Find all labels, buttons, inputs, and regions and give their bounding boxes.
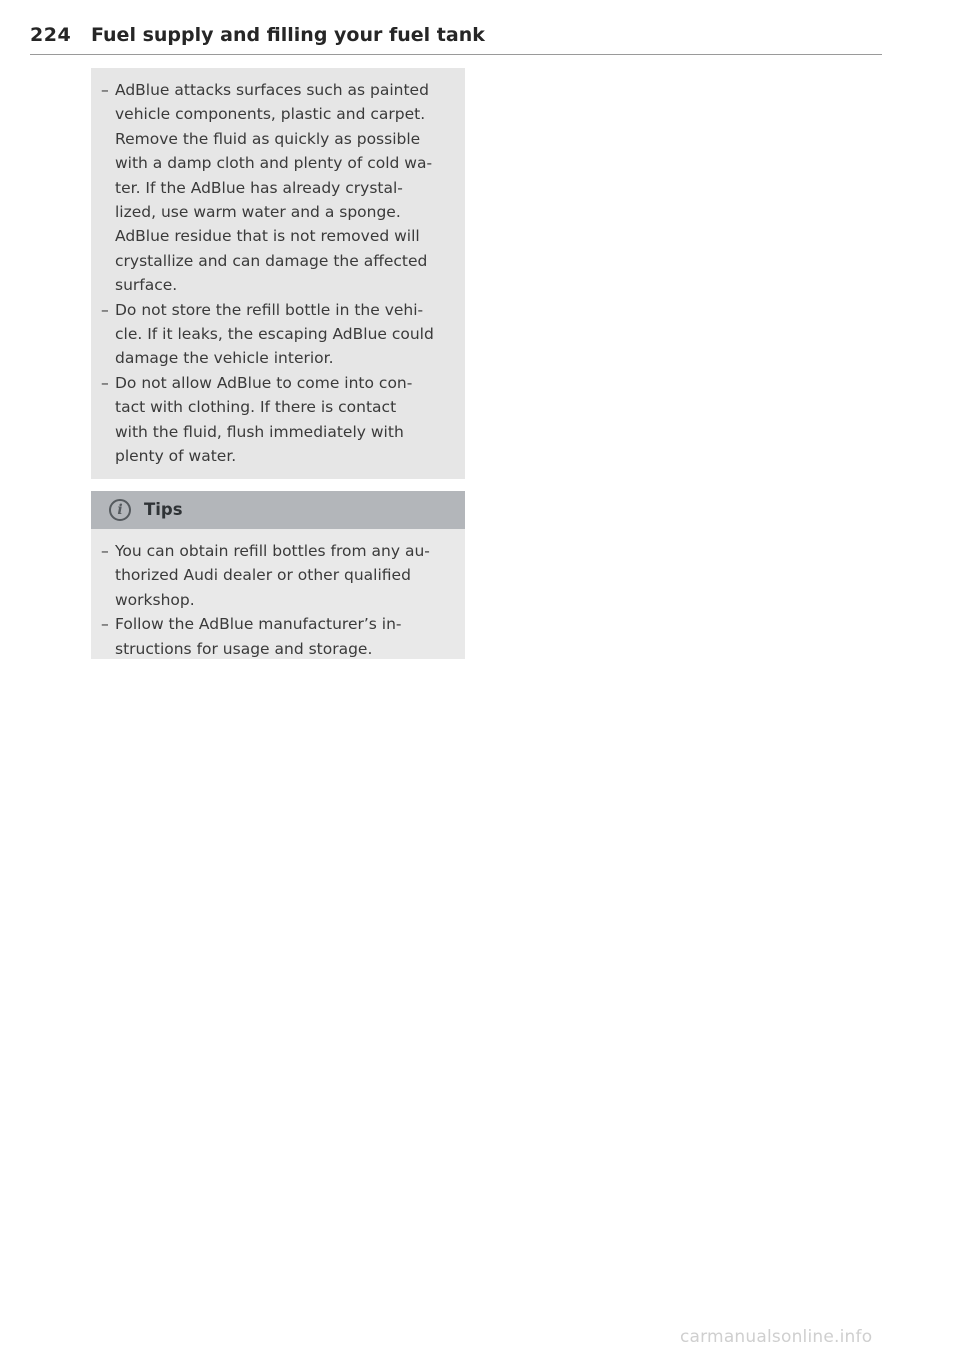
line: AdBlue residue that is not removed will: [115, 227, 420, 246]
warning-list: [91, 68, 465, 469]
bullet-dash: –: [101, 542, 109, 560]
line: thorized Audi dealer or other qualified: [115, 566, 411, 585]
line: lized, use warm water and a sponge.: [115, 203, 401, 222]
warning-box: [91, 68, 465, 479]
line: Do not allow AdBlue to come into con-: [115, 373, 413, 392]
line: Do not store the refill bottle in the vehi-: [115, 300, 424, 319]
page-header: [30, 24, 882, 55]
line: damage the vehicle interior.: [115, 349, 334, 368]
line: ter. If the AdBlue has already crystal-: [115, 178, 403, 197]
line: structions for usage and storage.: [115, 639, 373, 658]
line: You can obtain refill bottles from any au-: [115, 542, 430, 560]
line: with a damp cloth and plenty of cold wa-: [115, 154, 433, 173]
list-item: [91, 371, 465, 469]
line: Remove the fluid as quickly as possible: [115, 129, 421, 148]
list-item: [91, 612, 465, 661]
tips-box: [91, 529, 465, 659]
list-item: [91, 298, 465, 371]
page-number: 224: [30, 24, 72, 46]
list-item: [91, 539, 465, 612]
line: tact with clothing. If there is contact: [115, 398, 397, 417]
list-item: [91, 78, 465, 298]
line: with the fluid, flush immediately with: [115, 422, 404, 441]
line: AdBlue attacks surfaces such as painted: [115, 81, 429, 99]
tips-header: [91, 491, 465, 529]
line: plenty of water.: [115, 447, 237, 466]
tips-list: [91, 529, 465, 661]
bullet-dash: –: [101, 373, 109, 392]
line: cle. If it leaks, the escaping AdBlue could: [115, 325, 434, 344]
line: vehicle components, plastic and carpet.: [115, 105, 426, 124]
chapter-title: Fuel supply and filling your fuel tank: [91, 24, 485, 46]
info-icon: i: [109, 499, 131, 521]
bullet-dash: –: [101, 615, 109, 634]
line: crystallize and can damage the affected: [115, 251, 428, 270]
bullet-dash: –: [101, 81, 109, 99]
line: Follow the AdBlue manufacturer’s in-: [115, 615, 402, 634]
bullet-dash: –: [101, 300, 109, 319]
tips-title: Tips: [144, 500, 183, 519]
line: workshop.: [115, 590, 195, 609]
line: surface.: [115, 276, 178, 295]
watermark: carmanualsonline.info: [680, 1327, 873, 1347]
